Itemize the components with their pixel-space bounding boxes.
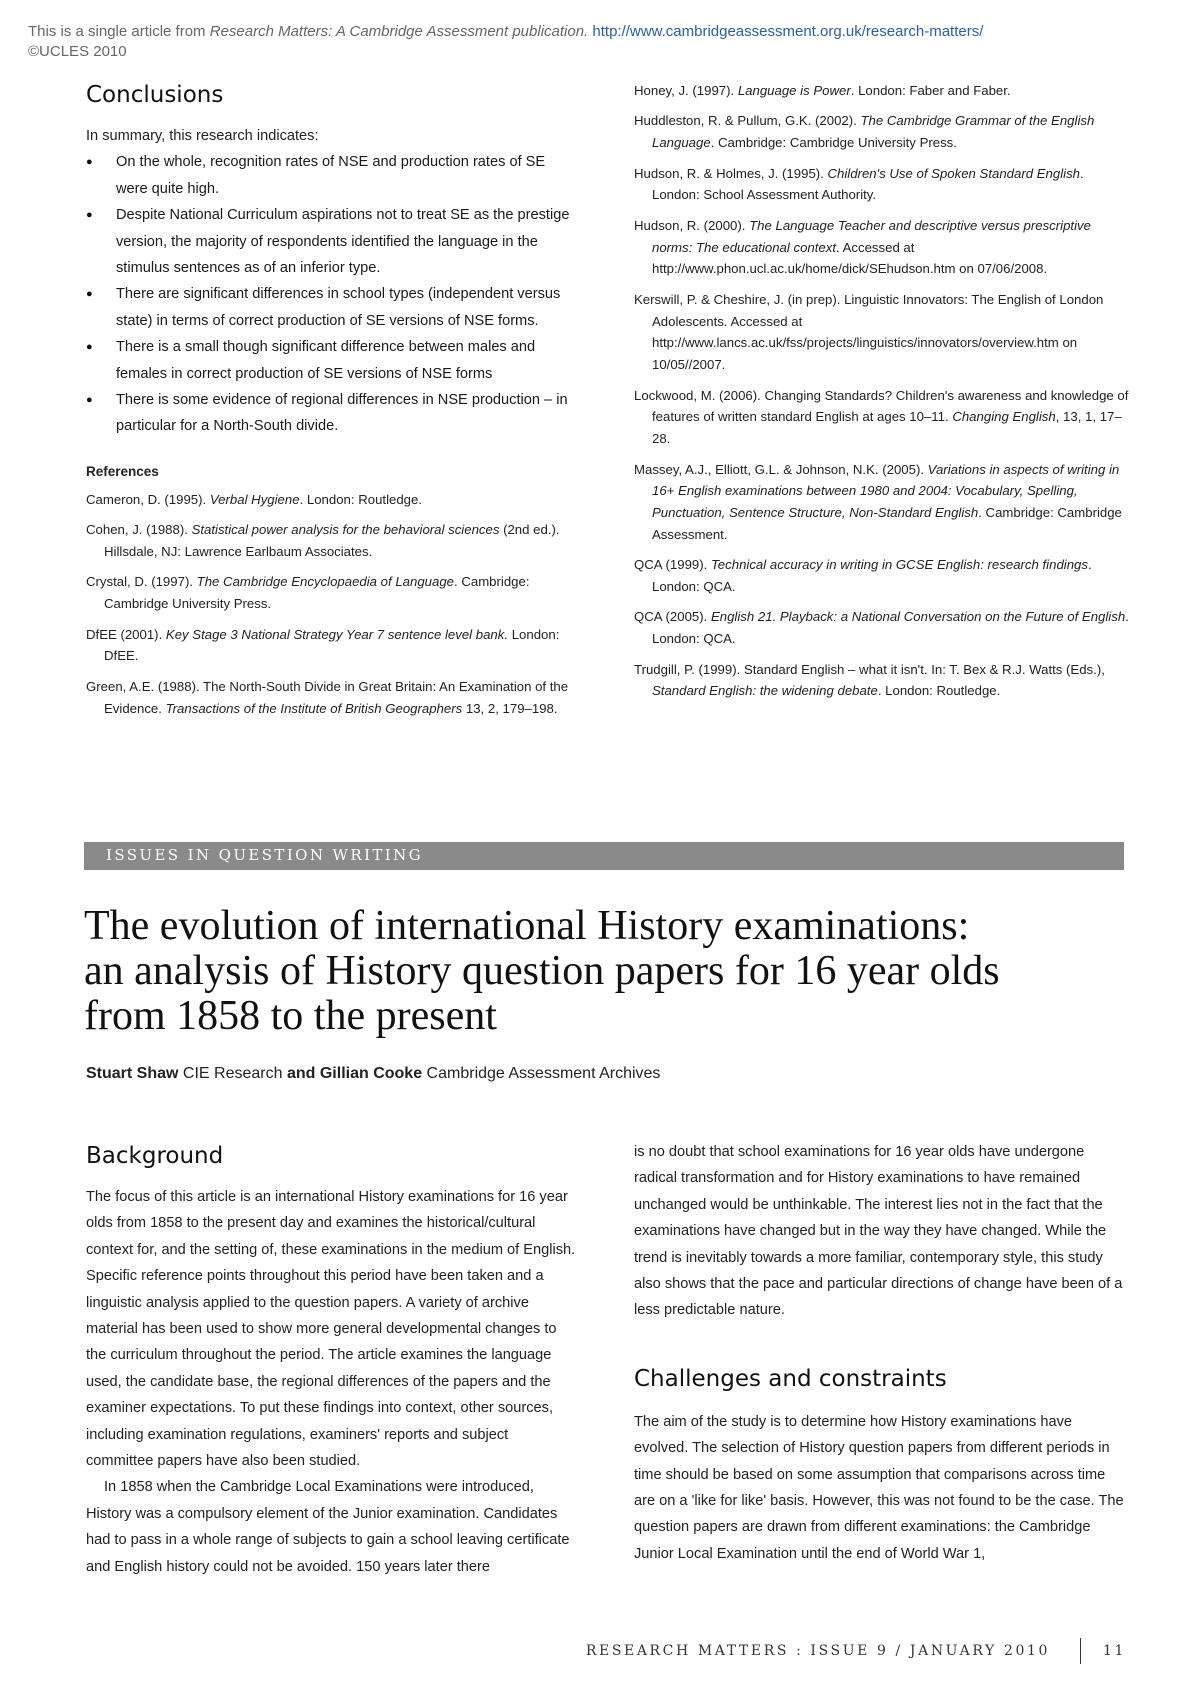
header-publication: Research Matters: A Cambridge Assessment publication. <box>209 23 589 40</box>
references-right-list <box>634 80 1130 711</box>
list-item: ● On the whole, recognition rates of NSE and production rates of SE were quite high. <box>86 149 576 202</box>
reference-item: Massey, A.J., Elliott, G.L. & Johnson, N.K. (2005). Variations in aspects of writing in 16+ English examinations between 1980 and 2004: Vocabulary, Spelling, Punctuation, Sentence Structure, Non-Standard English. Cambridge: Cambridge Assessment. <box>634 461 1122 542</box>
author-affiliation: CIE Research <box>178 1065 287 1082</box>
background-paragraph: The focus of this article is an international History examinations for 16 year olds from 1858 to the present day and examines the historical/cultural context for, and the setting of, these examinations in the medium of English. Specific reference points throughout this period have been taken and a linguistic analysis applied to the question papers. A variety of archive material has been used to show more general developmental changes to the curriculum throughout the period. The article examines the language used, the candidate base, the regional differences of the papers and the examiner expectations. To put these findings into context, other sources, including examination regulations, examiners' reports and subject committee papers have also been studied. <box>86 1189 576 1470</box>
header-copyright: ©UCLES 2010 <box>28 43 127 60</box>
reference-item: Green, A.E. (1988). The North-South Divide in Great Britain: An Examination of the Evidence. Transactions of the Institute of British Geographers 13, 2, 179–198. <box>86 678 569 716</box>
references-heading: References <box>86 463 159 479</box>
author-name: Stuart Shaw <box>86 1065 179 1082</box>
challenges-paragraph: The aim of the study is to determine how History examinations have evolved. The selection of History question papers from different periods in time should be based on some assumption that comparisons across time are on a 'like for like' basis. However, this was not found to be the case. The question papers are drawn from different examinations: the Cambridge Junior Local Examination until the end of World War 1, <box>634 1413 1124 1562</box>
reference-item: Kerswill, P. & Cheshire, J. (in prep). Linguistic Innovators: The English of London Adolescents. Accessed at http://www.lancs.ac.uk/fss/projects/linguistics/innovators/overview.htm on 10/05//2007. <box>634 291 1104 373</box>
title-line: an analysis of History question papers for 16 year olds <box>84 948 1000 994</box>
reference-item: Crystal, D. (1997). The Cambridge Encyclopaedia of Language. Cambridge: Cambridge University Press. <box>86 574 530 612</box>
article-body-right <box>634 1139 1130 1567</box>
reference-item: Honey, J. (1997). Language is Power. London: Faber and Faber. <box>634 83 1011 98</box>
reference-item: DfEE (2001). Key Stage 3 National Strategy Year 7 sentence level bank. London: DfEE. <box>86 626 560 664</box>
page-number: 11 <box>1102 1643 1126 1659</box>
title-line: from 1858 to the present <box>84 993 497 1039</box>
article-title <box>84 904 1144 1039</box>
background-heading: Background <box>86 1143 224 1169</box>
background-paragraph: In 1858 when the Cambridge Local Examinations were introduced, History was a compulsory element of the Junior examination. Candidates had to pass in a whole range of subjects to gain a school leaving certificate and English history could not be avoided. 150 years later there <box>86 1479 570 1575</box>
footer-label: RESEARCH MATTERS : ISSUE 9 / JANUARY 2010 <box>585 1643 1050 1659</box>
footer-divider <box>1080 1638 1081 1664</box>
reference-item: Trudgill, P. (1999). Standard English – what it isn't. In: T. Bex & R.J. Watts (Eds.), Standard English: the widening debate. London: Routledge. <box>634 661 1105 699</box>
section-banner <box>84 842 1124 870</box>
list-item: ● There is some evidence of regional differences in NSE production – in particular for a North-South divide. <box>86 387 576 440</box>
list-item: ● There is a small though significant difference between males and females in correct production of SE versions of NSE forms <box>86 334 576 387</box>
section-banner-label: ISSUES IN QUESTION WRITING <box>106 846 424 864</box>
reference-item: Lockwood, M. (2006). Changing Standards? Children's awareness and knowledge of features of written standard English at ages 10–11. Changing English, 13, 1, 17–28. <box>634 387 1129 447</box>
header-prefix: This is a single article from <box>28 23 206 40</box>
title-line: The evolution of international History examinations: <box>84 903 970 949</box>
reference-item: Huddleston, R. & Pullum, G.K. (2002). The Cambridge Grammar of the English Language. Cambridge: Cambridge University Press. <box>634 113 1095 151</box>
reference-item: Cameron, D. (1995). Verbal Hygiene. London: Routledge. <box>86 491 423 507</box>
article-authors <box>86 1065 660 1083</box>
list-item: ● There are significant differences in school types (independent versus state) in terms of correct production of SE versions of NSE forms. <box>86 281 576 334</box>
reference-item: Cohen, J. (1988). Statistical power analysis for the behavioral sciences (2nd ed.). Hillsdale, NJ: Lawrence Earlbaum Associates. <box>86 522 560 560</box>
reference-item: Hudson, R. (2000). The Language Teacher and descriptive versus prescriptive norms: The educational context. Accessed at http://www.phon.ucl.ac.uk/home/dick/SEhudson.htm on 07/06/2008. <box>634 217 1091 277</box>
references-left-list <box>86 489 576 720</box>
author-name: Gillian Cooke <box>319 1065 423 1082</box>
conclusions-intro: In summary, this research indicates: <box>86 128 319 144</box>
challenges-heading: Challenges and constraints <box>634 1365 947 1392</box>
header-note <box>28 22 1178 62</box>
list-item: ● Despite National Curriculum aspirations not to treat SE as the prestige version, the majority of respondents identified the language in the stimulus sentences as of an inferior type. <box>86 202 576 281</box>
body-paragraph: is no doubt that school examinations for 16 year olds have undergone radical transformation and for History examinations to have remained unchanged would be unthinkable. The interest lies not in the fact that the examinations have changed but in the way they have changed. While the trend is inevitably towards a more familiar, contemporary style, this study also shows that the pace and particular directions of change have been of a less predictable nature. <box>634 1144 1123 1319</box>
reference-item: QCA (1999). Technical accuracy in writing in GCSE English: research findings. London: QCA. <box>634 557 1092 595</box>
reference-item: QCA (2005). English 21. Playback: a National Conversation on the Future of English. London: QCA. <box>634 609 1129 647</box>
author-affiliation: Cambridge Assessment Archives <box>422 1065 661 1082</box>
conclusions-list <box>86 149 576 439</box>
conclusions-heading: Conclusions <box>86 82 224 108</box>
author-conjunction: and <box>286 1065 316 1082</box>
header-url-link[interactable]: http://www.cambridgeassessment.org.uk/research-matters/ <box>592 23 984 40</box>
article-body-left <box>86 1141 576 1580</box>
page-footer <box>586 1638 1126 1664</box>
conclusions-section <box>86 80 576 728</box>
reference-item: Hudson, R. & Holmes, J. (1995). Children's Use of Spoken Standard English. London: School Assessment Authority. <box>634 165 1084 203</box>
